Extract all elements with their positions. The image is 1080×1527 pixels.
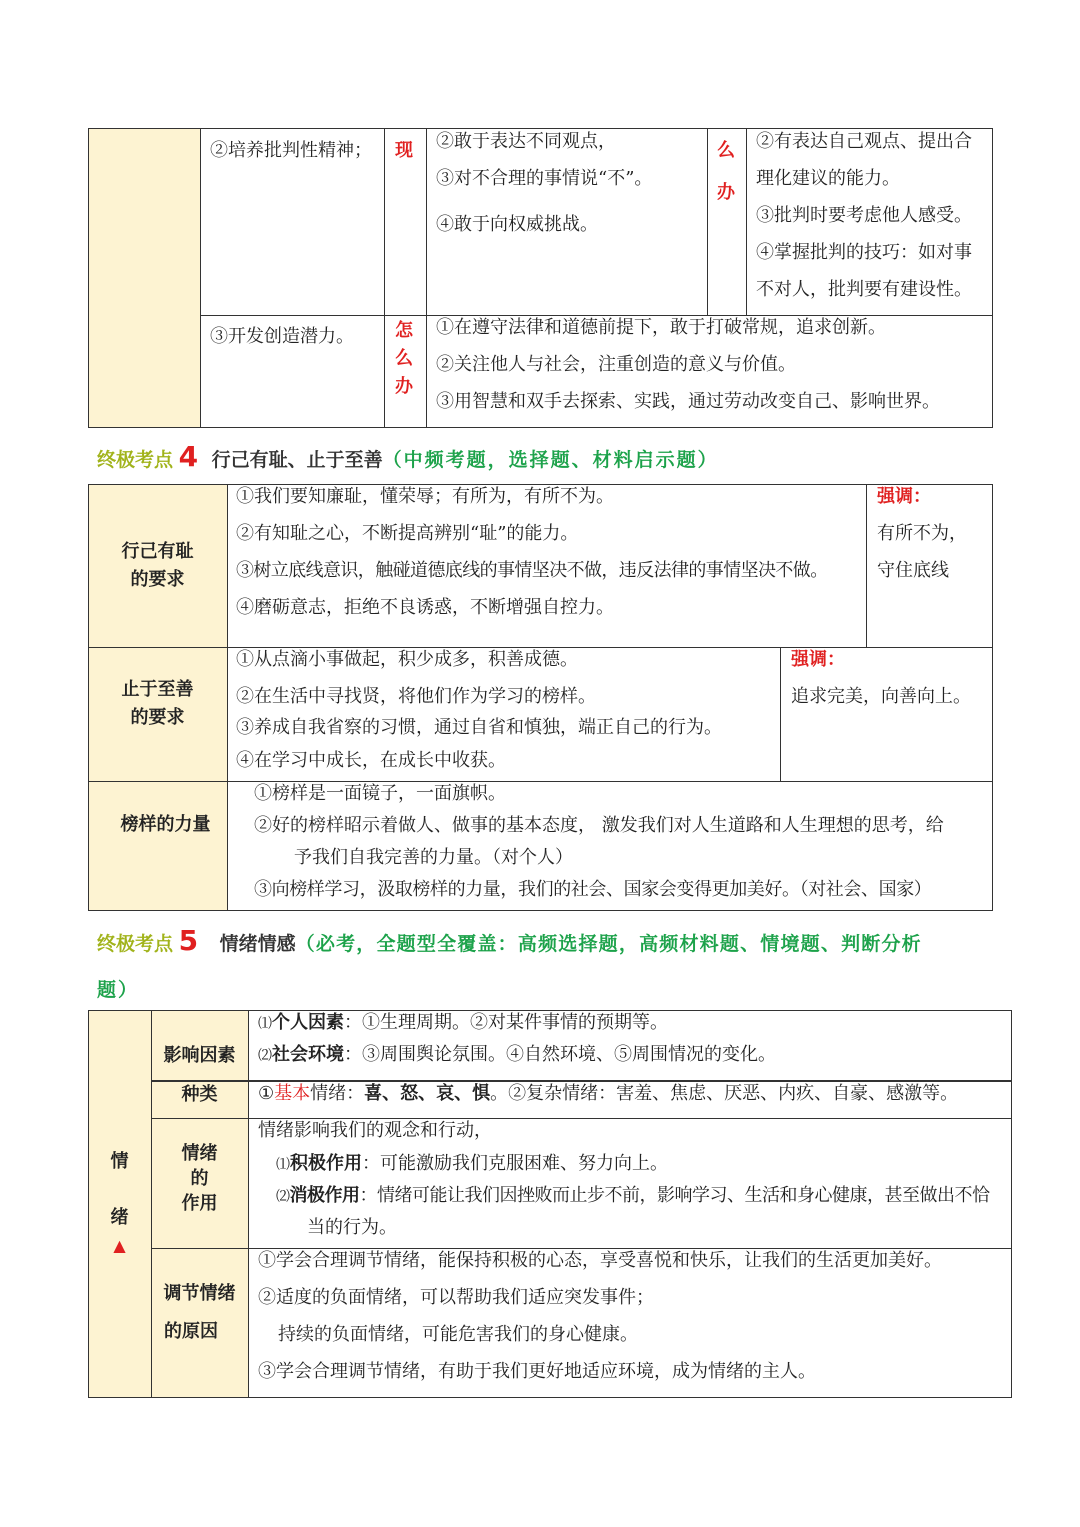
t3-r2-red: 基本	[274, 1083, 311, 1104]
t1-r1-zenme-2: 办	[717, 182, 735, 203]
heading-5-prefix: 终极考点	[97, 933, 174, 955]
t3-r2-rest: 。②复杂情绪：害羞、焦虑、厌恶、内疚、自豪、感激等。	[490, 1083, 959, 1104]
t3-r3-l1-pre: ⑴	[276, 1157, 290, 1173]
t3-r4-item-1: ①学会合理调节情绪，能保持积极的心态，享受喜悦和快乐，让我们的生活更加美好。	[258, 1250, 942, 1271]
section-heading-5-wrap	[97, 975, 139, 1002]
warning-triangle-icon: ▲	[113, 1236, 126, 1255]
t3-r4-item-3: 持续的负面情绪，可能危害我们的身心健康。	[278, 1324, 638, 1345]
t1-r1-mid: ②培养批判性精神；	[210, 140, 372, 161]
t3-r2-bold: 喜、怒、哀、惧	[364, 1083, 491, 1104]
t3-r3-label-3: 作用	[181, 1193, 218, 1214]
section-heading-4	[97, 440, 719, 473]
t3-r3-l1-rest: ：可能激励我们克服困难、努力向上。	[362, 1153, 668, 1174]
t2-row2-item-3: ③养成自我省察的习惯，通过自省和慎独，端正自己的行为。	[236, 717, 722, 738]
t2-row2-note: 追求完美，向善向上。	[791, 686, 971, 707]
t3-r1-l1-rest: ：①生理周期。②对某件事情的预期等。	[344, 1012, 668, 1033]
t3-r2-mid: 情绪：	[310, 1083, 365, 1104]
t1-r1-right-1: ②有表达自己观点、提出合	[756, 131, 972, 152]
t3-r3-line-1	[276, 1152, 668, 1177]
t2-vline-note1	[866, 484, 867, 647]
t2-row2-label-1: 止于至善	[121, 679, 194, 700]
t1-r1-right-2: 理化建议的能力。	[756, 168, 900, 189]
t2-row1-item-2: ②有知耻之心，不断提高辨别“耻”的能力。	[236, 523, 579, 544]
t3-r4-label-1: 调节情绪	[163, 1283, 236, 1304]
t2-row2-item-4: ④在学习中成长，在成长中收获。	[236, 750, 506, 771]
t1-vline-4	[707, 128, 708, 315]
t1-r1-zenme-1: 么	[717, 140, 735, 161]
t1-vline-3	[426, 128, 427, 428]
t3-r4-label-2: 的原因	[164, 1321, 218, 1342]
t1-r1-item-3: ④敢于向权威挑战。	[436, 214, 598, 235]
heading-5-number: 5	[178, 924, 199, 957]
heading-5-tag-2: 题）	[97, 979, 140, 1001]
t1-r1-right-5: 不对人，批判要有建设性。	[756, 279, 972, 300]
section-heading-5	[97, 924, 922, 957]
t3-r1-l1-bold: 个人因素	[272, 1012, 344, 1033]
heading-4-title: 行己有耻、止于至善	[211, 449, 383, 471]
t1-r1-right-3: ③批判时要考虑他人感受。	[756, 205, 972, 226]
heading-5-title: 情绪情感	[219, 933, 296, 955]
t2-row3-item-2: ②好的榜样昭示着做人、做事的基本态度， 激发我们对人生道路和人生理想的思考，给	[254, 815, 944, 836]
t3-r1-line-1	[258, 1011, 668, 1036]
t3-r4-item-4: ③学会合理调节情绪，有助于我们更好地适应环境，成为情绪的主人。	[258, 1361, 816, 1382]
t3-vline-2	[248, 1010, 249, 1398]
t2-row1-note-2: 守住底线	[877, 560, 949, 581]
t1-r1-item-1: ②敢于表达不同观点，	[436, 131, 616, 152]
heading-5-tag: （必考，全题型全覆盖：高频选择题，高频材料题、情境题、判断分析	[295, 933, 922, 955]
t3-r3-l2-rest: ：情绪可能让我们因挫败而止步不前，影响学习、生活和身心健康，甚至做出不恰	[359, 1185, 990, 1206]
t3-r1-line-2	[258, 1043, 776, 1068]
t2-hline-2	[88, 781, 993, 782]
t2-row1-label-1: 行己有耻	[121, 541, 194, 562]
t1-r2-item-2: ②关注他人与社会，注重创造的意义与价值。	[436, 354, 796, 375]
t1-r1-xian: 现	[395, 140, 413, 161]
t1-vline-1	[200, 128, 201, 428]
t3-r3-line-3: 当的行为。	[307, 1217, 397, 1238]
t3-r2-pre: ①	[258, 1083, 275, 1104]
t2-row3-label: 榜样的力量	[120, 814, 211, 835]
t1-r2-zen-2: 么	[395, 348, 413, 369]
t1-r2-item-1: ①在遵守法律和道德前提下，敢于打破常规，追求创新。	[436, 317, 886, 338]
t3-r1-l1-pre: ⑴	[258, 1016, 272, 1032]
t2-vline-label	[227, 484, 228, 911]
t2-row2-item-2: ②在生活中寻找贤，将他们作为学习的榜样。	[236, 686, 596, 707]
t3-r3-label-1: 情绪	[181, 1143, 218, 1164]
t3-r1-l2-rest: ：③周围舆论氛围。④自然环境、⑤周围情况的变化。	[344, 1044, 776, 1065]
t3-r1-l2-bold: 社会环境	[272, 1044, 344, 1065]
t3-r2-line	[258, 1082, 958, 1106]
t3-r1-l2-pre: ⑵	[258, 1048, 272, 1064]
heading-4-prefix: 终极考点	[97, 449, 174, 471]
t1-r1-item-2: ③对不合理的事情说“不”。	[436, 168, 653, 189]
t2-row3-item-1: ①榜样是一面镜子，一面旗帜。	[254, 783, 506, 804]
t2-row3-item-4: ③向榜样学习，汲取榜样的力量，我们的社会、国家会变得更加美好。（对社会、国家）	[254, 879, 932, 900]
t2-row1-item-3: ③树立底线意识，触碰道德底线的事情坚决不做，违反法律的事情坚决不做。	[236, 560, 828, 581]
t2-row2-note-title: 强调：	[791, 649, 845, 670]
t3-r3-label-2: 的	[190, 1168, 209, 1189]
t2-row1-item-1: ①我们要知廉耻，懂荣辱；有所为，有所不为。	[236, 486, 614, 507]
t3-r3-l1-bold: 积极作用	[290, 1153, 362, 1174]
t2-row1-item-4: ④磨砺意志，拒绝不良诱惑，不断增强自控力。	[236, 597, 614, 618]
t2-row2-item-1: ①从点滴小事做起，积少成多，积善成德。	[236, 649, 578, 670]
t1-r2-item-3: ③用智慧和双手去探索、实践，通过劳动改变自己、影响世界。	[436, 391, 940, 412]
heading-4-number: 4	[178, 440, 199, 473]
t1-r2-zen-1: 怎	[395, 320, 413, 341]
t3-r3-l2-pre: ⑵	[276, 1189, 290, 1205]
t2-row2-label-2: 的要求	[130, 707, 185, 728]
t2-vline-note2	[780, 647, 781, 781]
t2-row3-item-3: 予我们自我完善的力量。（对个人）	[294, 847, 573, 868]
t3-r4-item-2: ②适度的负面情绪，可以帮助我们适应突发事件；	[258, 1287, 654, 1308]
t3-main-label-1: 情	[110, 1151, 129, 1172]
t3-r3-l2-bold: 消极作用	[289, 1185, 360, 1206]
t2-row1-note-title: 强调：	[877, 486, 931, 507]
t2-row1-label-2: 的要求	[130, 569, 185, 590]
t1-vline-2	[384, 128, 385, 428]
t1-r2-zen-3: 办	[395, 376, 413, 397]
t3-r1-label: 影响因素	[163, 1045, 236, 1066]
t3-r3-intro: 情绪影响我们的观念和行动，	[258, 1120, 492, 1141]
heading-4-tag: （中频考题，选择题、材料启示题）	[382, 449, 719, 471]
t1-r2-mid: ③开发创造潜力。	[210, 326, 354, 347]
t3-r3-line-2	[276, 1184, 990, 1209]
t3-main-label-2: 绪	[110, 1207, 129, 1228]
t1-r1-right-4: ④掌握批判的技巧：如对事	[756, 242, 972, 263]
t3-r2-label: 种类	[181, 1084, 218, 1105]
t2-row1-note-1: 有所不为，	[877, 523, 967, 544]
t1-vline-5	[746, 128, 747, 315]
